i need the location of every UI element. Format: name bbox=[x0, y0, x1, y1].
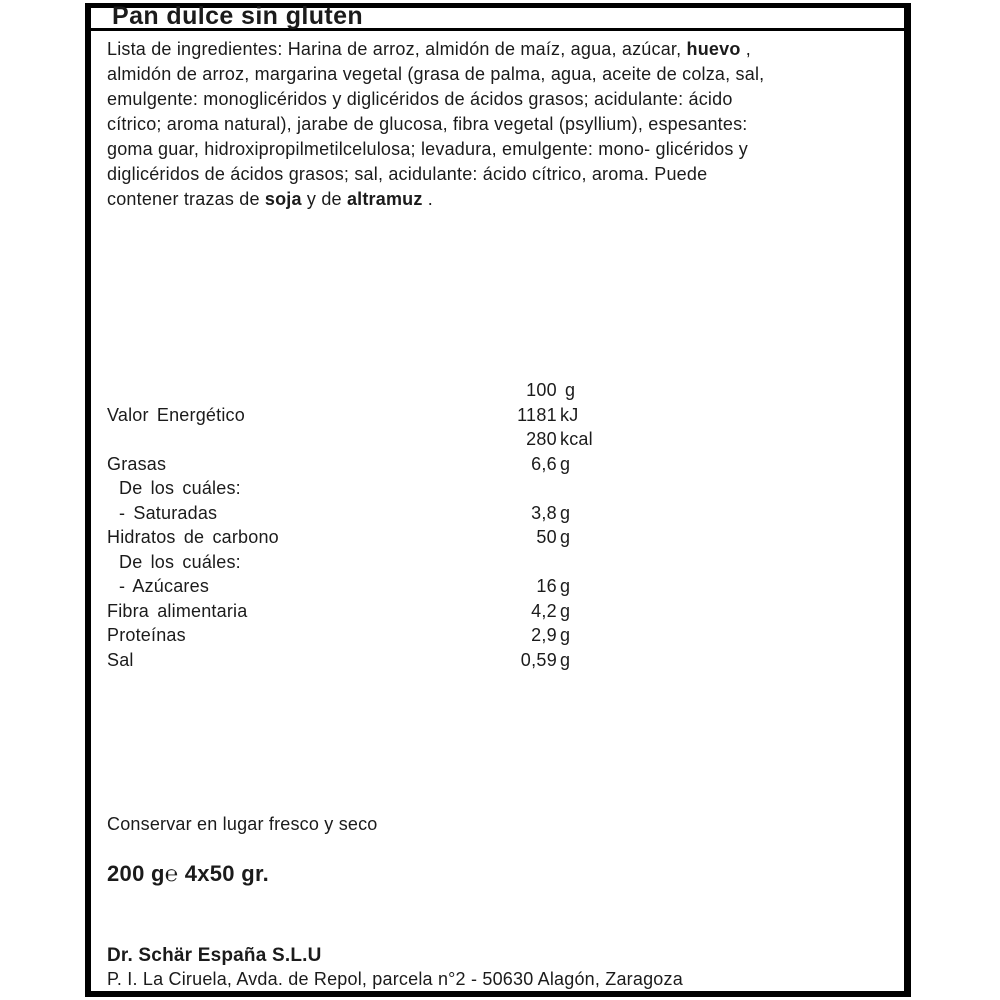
nutrition-row bbox=[107, 574, 627, 599]
nutrition-row bbox=[107, 476, 627, 501]
nutrient-value: 1181 bbox=[517, 404, 557, 425]
nutrient-value: 16 bbox=[536, 576, 557, 596]
text-segment: 200 g bbox=[107, 861, 165, 886]
nutrition-row bbox=[107, 623, 627, 648]
nutrient-value: 2,9 bbox=[531, 625, 557, 645]
ingredients-line bbox=[107, 162, 907, 187]
nutrient-unit: g bbox=[560, 600, 571, 621]
text-segment: cítrico; aroma natural), jarabe de glucosa, fibra vegetal (psyllium), espesantes: bbox=[107, 114, 748, 134]
nutrient-unit: g bbox=[560, 502, 571, 523]
nutrient-label: Grasas bbox=[107, 453, 167, 474]
nutrient-label: De los cuáles: bbox=[119, 478, 241, 498]
nutrient-unit bbox=[557, 550, 560, 575]
nutrition-table bbox=[107, 378, 627, 672]
nutrient-value: 0,59 bbox=[520, 649, 557, 670]
nutrient-unit: g bbox=[560, 527, 571, 547]
nutrition-row bbox=[107, 403, 627, 428]
manufacturer-address: P. I. La Ciruela, Avda. de Repol, parcela n°2 - 50630 Alagón, Zaragoza bbox=[107, 969, 683, 989]
net-weight bbox=[107, 861, 269, 887]
nutrient-label: - Azúcares bbox=[119, 576, 210, 596]
nutrient-unit: kcal bbox=[560, 429, 593, 449]
text-segment: almidón de arroz, margarina vegetal (grasa de palma, agua, aceite de colza, sal, bbox=[107, 64, 765, 84]
manufacturer-name: Dr. Schär España S.L.U bbox=[107, 945, 322, 966]
nutrient-label: Hidratos de carbono bbox=[107, 527, 279, 547]
nutrient-unit: g bbox=[560, 625, 571, 645]
nutrient-value bbox=[447, 476, 557, 501]
nutrient-value: 4,2 bbox=[531, 600, 557, 621]
nutrient-label: Sal bbox=[107, 649, 134, 670]
text-segment: goma guar, hidroxipropilmetilcelulosa; levadura, emulgente: mono- glicéridos y bbox=[107, 139, 748, 159]
nutrition-row bbox=[107, 501, 627, 526]
ingredients-line bbox=[107, 87, 907, 112]
text-segment: ℮ bbox=[164, 861, 179, 886]
text-segment: altramuz bbox=[346, 189, 423, 209]
text-segment: huevo bbox=[686, 39, 741, 59]
nutrient-label bbox=[107, 378, 447, 403]
nutrient-label: Fibra alimentaria bbox=[107, 600, 248, 621]
nutrient-value: 3,8 bbox=[531, 502, 557, 523]
text-segment: 4x50 gr. bbox=[178, 861, 270, 886]
nutrition-column-header-row bbox=[107, 378, 627, 403]
nutrient-label: Valor Energético bbox=[107, 404, 245, 425]
ingredients-line bbox=[107, 187, 907, 212]
nutrition-row bbox=[107, 648, 627, 673]
nutrient-unit: g bbox=[560, 576, 571, 596]
nutrient-value bbox=[447, 550, 557, 575]
nutrient-unit: g bbox=[560, 453, 571, 474]
nutrient-unit bbox=[557, 476, 560, 501]
nutrient-value: 280 bbox=[526, 429, 557, 449]
nutrition-row bbox=[107, 452, 627, 477]
nutrient-unit: g bbox=[560, 649, 571, 670]
ingredients-line bbox=[107, 37, 907, 62]
text-segment: , bbox=[740, 39, 751, 59]
text-segment: emulgente: monoglicéridos y diglicéridos de ácidos grasos; acidulante: ácido bbox=[107, 89, 733, 109]
ingredients-line bbox=[107, 112, 907, 137]
nutrient-label bbox=[107, 427, 447, 452]
nutrient-value: 50 bbox=[536, 527, 557, 547]
text-segment: Lista de ingredientes: Harina de arroz, almidón de maíz, agua, azúcar, bbox=[107, 39, 687, 59]
product-title: Pan dulce sin gluten bbox=[112, 2, 364, 30]
nutrition-row bbox=[107, 599, 627, 624]
text-segment: diglicéridos de ácidos grasos; sal, acidulante: ácido cítrico, aroma. Puede bbox=[107, 164, 708, 184]
ingredients-line bbox=[107, 62, 907, 87]
nutrient-label: Proteínas bbox=[107, 625, 186, 645]
storage-instructions: Conservar en lugar fresco y seco bbox=[107, 814, 378, 834]
ingredients-paragraph bbox=[107, 37, 907, 212]
nutrient-unit: kJ bbox=[560, 404, 579, 425]
text-segment: contener trazas de bbox=[107, 189, 265, 209]
text-segment: y de bbox=[301, 189, 347, 209]
text-segment: . bbox=[422, 189, 433, 209]
text-segment: soja bbox=[264, 189, 302, 209]
nutrition-row bbox=[107, 427, 627, 452]
nutrition-row bbox=[107, 550, 627, 575]
ingredients-line bbox=[107, 137, 907, 162]
nutrient-label: - Saturadas bbox=[119, 502, 218, 523]
nutrient-label: De los cuáles: bbox=[119, 551, 241, 572]
nutrient-unit: g bbox=[565, 380, 576, 400]
nutrient-value: 100 bbox=[526, 380, 557, 400]
nutrient-value: 6,6 bbox=[531, 453, 557, 474]
nutrition-row bbox=[107, 525, 627, 550]
